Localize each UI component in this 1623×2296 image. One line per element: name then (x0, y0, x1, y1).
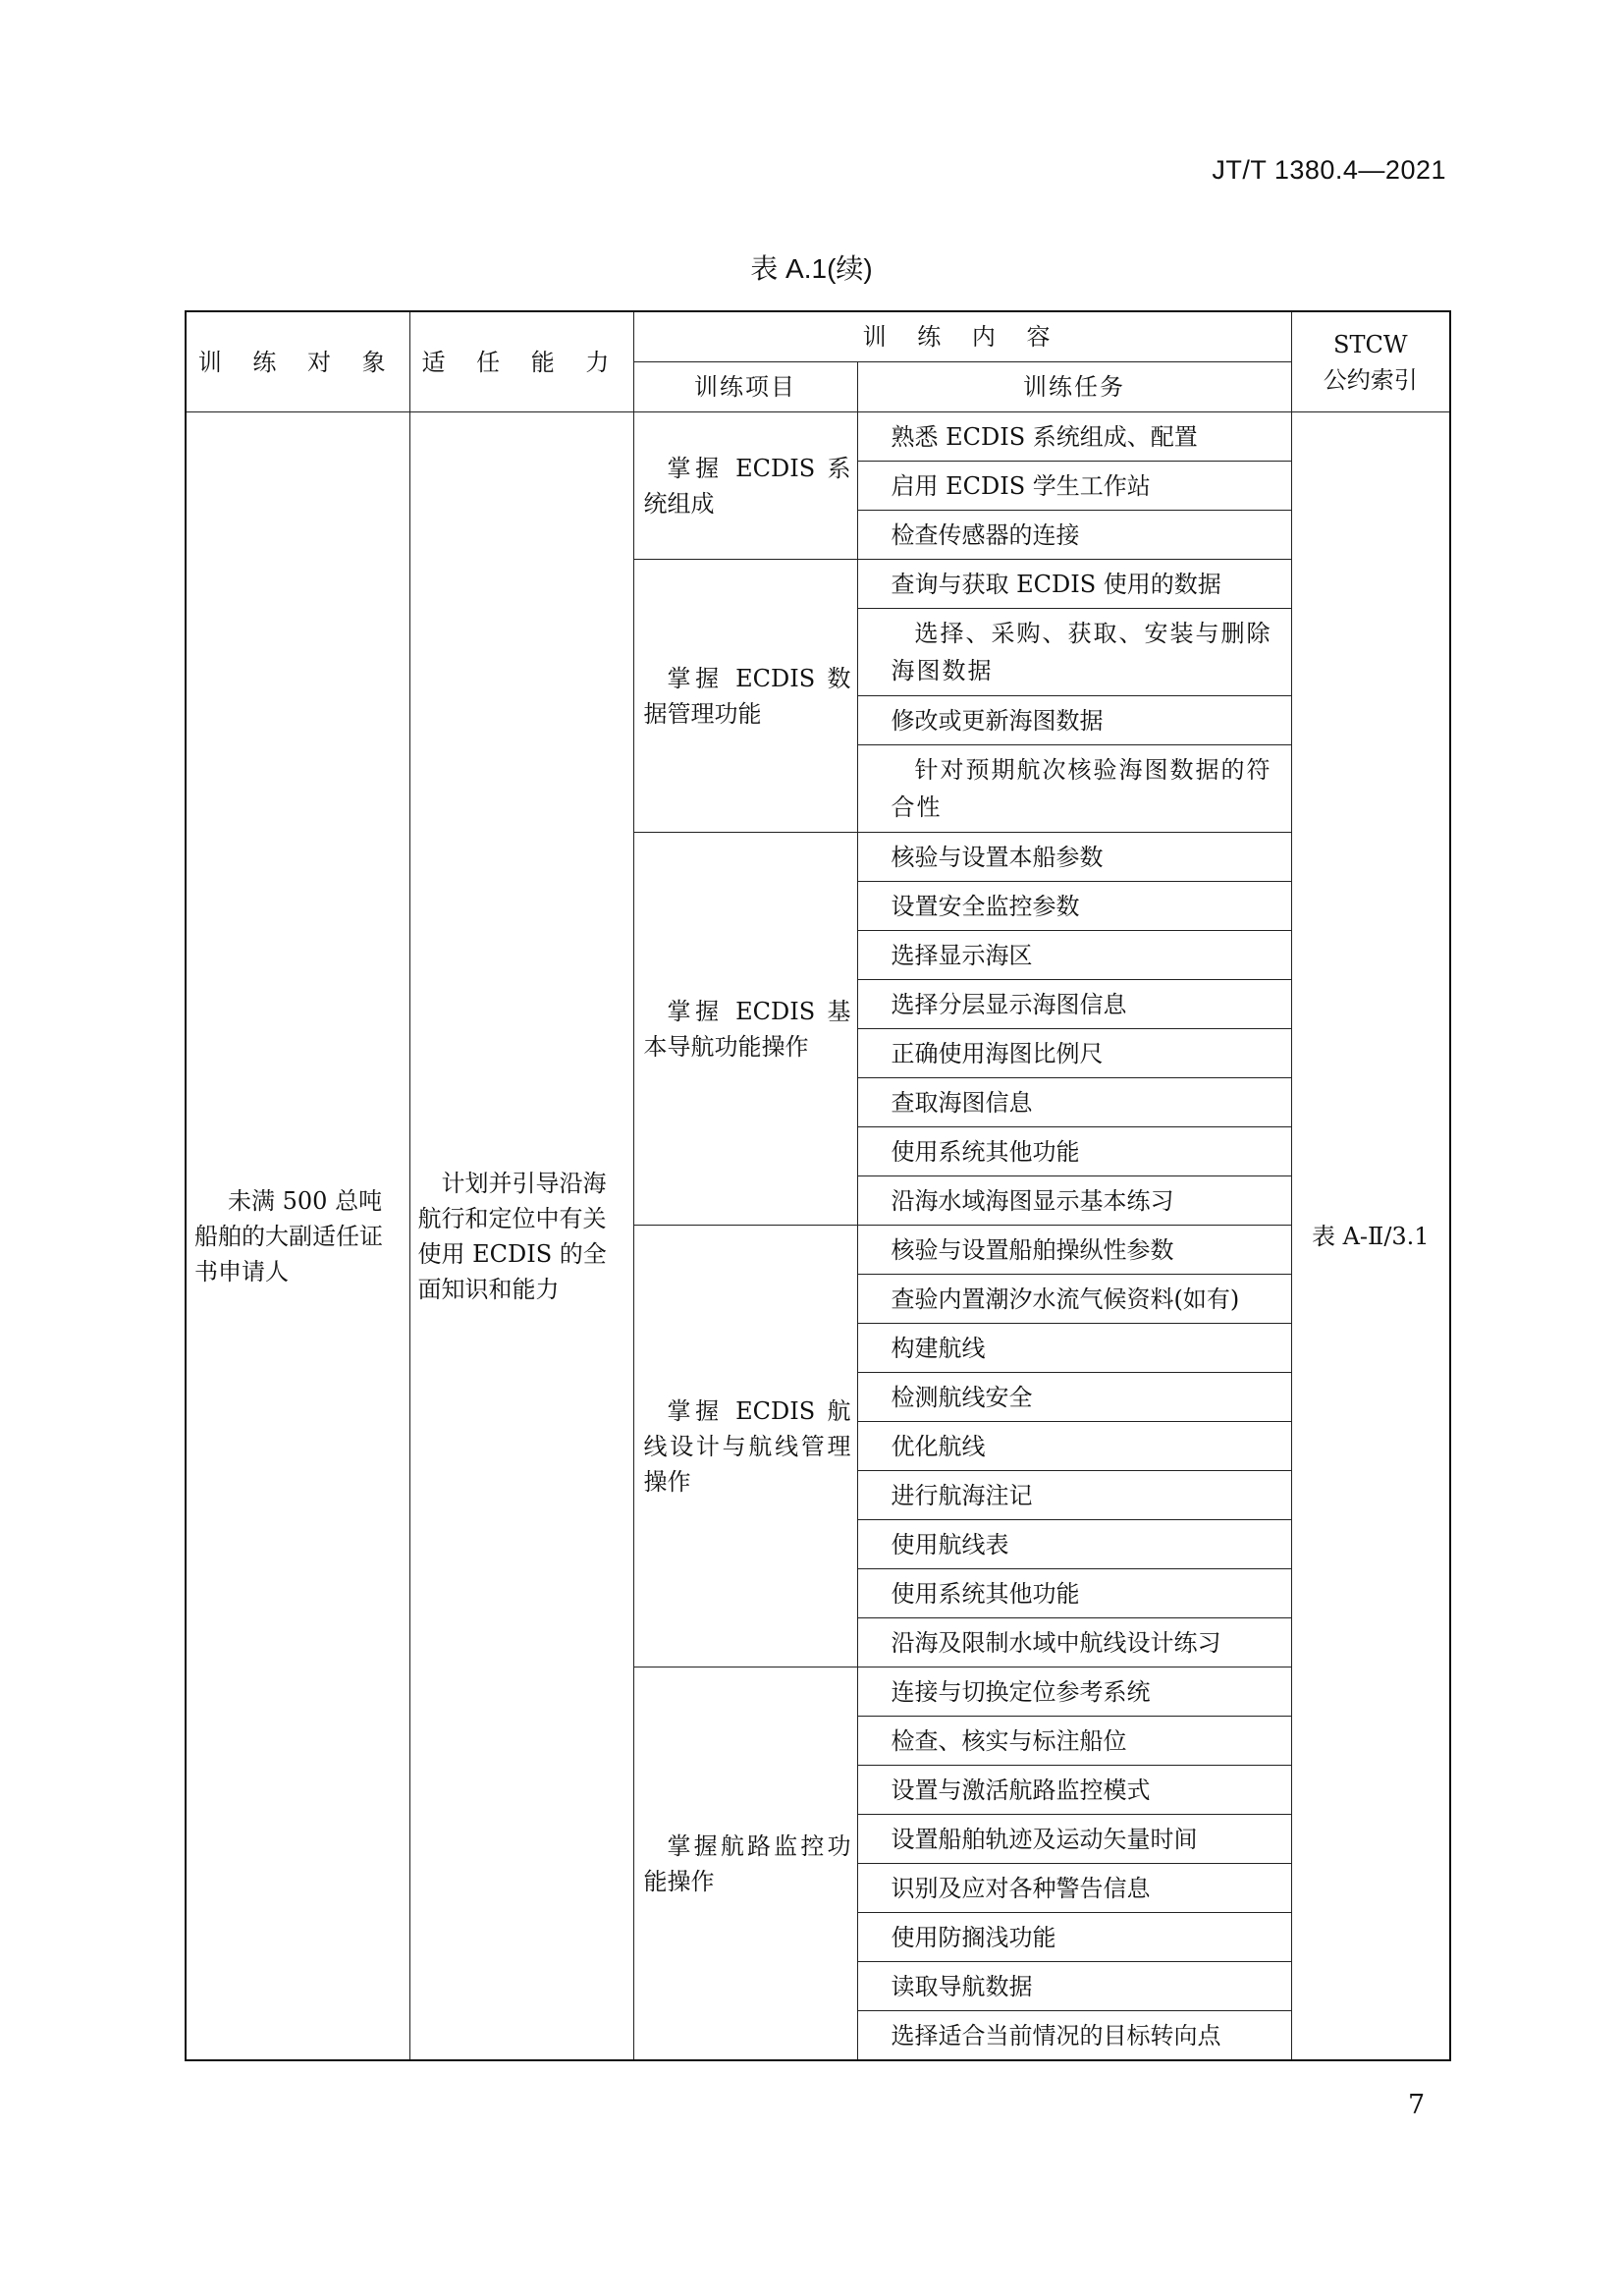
training-task-cell: 检查、核实与标注船位 (857, 1717, 1291, 1766)
training-task-cell: 针对预期航次核验海图数据的符合性 (857, 745, 1291, 833)
header-row-1 (186, 311, 1450, 362)
stcw-sub-label: 公约索引 (1323, 365, 1418, 394)
competence-cell: 计划并引导沿海航行和定位中有关使用 ECDIS 的全面知识和能力 (409, 412, 633, 2061)
training-task-cell: 检测航线安全 (857, 1373, 1291, 1422)
training-task-cell: 选择显示海区 (857, 931, 1291, 980)
column-header-competence: 适 任 能 力 (409, 311, 633, 412)
training-task-cell: 沿海水域海图显示基本练习 (857, 1176, 1291, 1226)
training-task-cell: 连接与切换定位参考系统 (857, 1667, 1291, 1717)
column-header-content: 训 练 内 容 (633, 311, 1291, 362)
training-task-cell: 查取海图信息 (857, 1078, 1291, 1127)
column-header-item: 训练项目 (633, 362, 857, 412)
training-task-cell: 使用系统其他功能 (857, 1569, 1291, 1618)
stcw-label: STCW (1333, 330, 1408, 358)
training-task-cell: 使用航线表 (857, 1520, 1291, 1569)
training-task-cell: 进行航海注记 (857, 1471, 1291, 1520)
training-task-cell: 构建航线 (857, 1324, 1291, 1373)
training-task-cell: 正确使用海图比例尺 (857, 1029, 1291, 1078)
training-task-cell: 查验内置潮汐水流气候资料(如有) (857, 1275, 1291, 1324)
training-task-cell: 核验与设置船舶操纵性参数 (857, 1226, 1291, 1275)
training-task-cell: 选择适合当前情况的目标转向点 (857, 2011, 1291, 2061)
column-header-task: 训练任务 (857, 362, 1291, 412)
training-table (185, 310, 1451, 2061)
training-task-cell: 使用系统其他功能 (857, 1127, 1291, 1176)
training-task-cell: 读取导航数据 (857, 1962, 1291, 2011)
table-row (186, 412, 1450, 462)
target-cell: 未满 500 总吨船舶的大副适任证书申请人 (186, 412, 409, 2061)
training-item-cell: 掌握 ECDIS 基本导航功能操作 (633, 833, 857, 1226)
training-task-cell: 优化航线 (857, 1422, 1291, 1471)
training-task-cell: 启用 ECDIS 学生工作站 (857, 462, 1291, 511)
table-title: 表 A.1(续) (750, 253, 873, 284)
training-task-cell: 核验与设置本船参数 (857, 833, 1291, 882)
training-task-cell: 查询与获取 ECDIS 使用的数据 (857, 560, 1291, 609)
training-task-cell: 选择分层显示海图信息 (857, 980, 1291, 1029)
training-task-cell: 设置与激活航路监控模式 (857, 1766, 1291, 1815)
training-task-cell: 选择、采购、获取、安装与删除海图数据 (857, 609, 1291, 696)
column-header-target: 训 练 对 象 (186, 311, 409, 412)
training-task-cell: 识别及应对各种警告信息 (857, 1864, 1291, 1913)
column-header-stcw (1291, 311, 1450, 412)
training-task-cell: 使用防搁浅功能 (857, 1913, 1291, 1962)
training-item-cell: 掌握 ECDIS 航线设计与航线管理操作 (633, 1226, 857, 1667)
training-item-cell: 掌握 ECDIS 系统组成 (633, 412, 857, 560)
training-item-cell: 掌握航路监控功能操作 (633, 1667, 857, 2061)
training-task-cell: 熟悉 ECDIS 系统组成、配置 (857, 412, 1291, 462)
training-task-cell: 设置安全监控参数 (857, 882, 1291, 931)
training-task-cell: 修改或更新海图数据 (857, 696, 1291, 745)
training-task-cell: 设置船舶轨迹及运动矢量时间 (857, 1815, 1291, 1864)
training-item-cell: 掌握 ECDIS 数据管理功能 (633, 560, 857, 833)
training-task-cell: 检查传感器的连接 (857, 511, 1291, 560)
standard-code: JT/T 1380.4—2021 (1212, 155, 1446, 185)
stcw-reference-cell: 表 A-Ⅱ/3.1 (1291, 412, 1450, 2061)
page-number: 7 (1408, 2090, 1426, 2120)
training-task-cell: 沿海及限制水域中航线设计练习 (857, 1618, 1291, 1667)
